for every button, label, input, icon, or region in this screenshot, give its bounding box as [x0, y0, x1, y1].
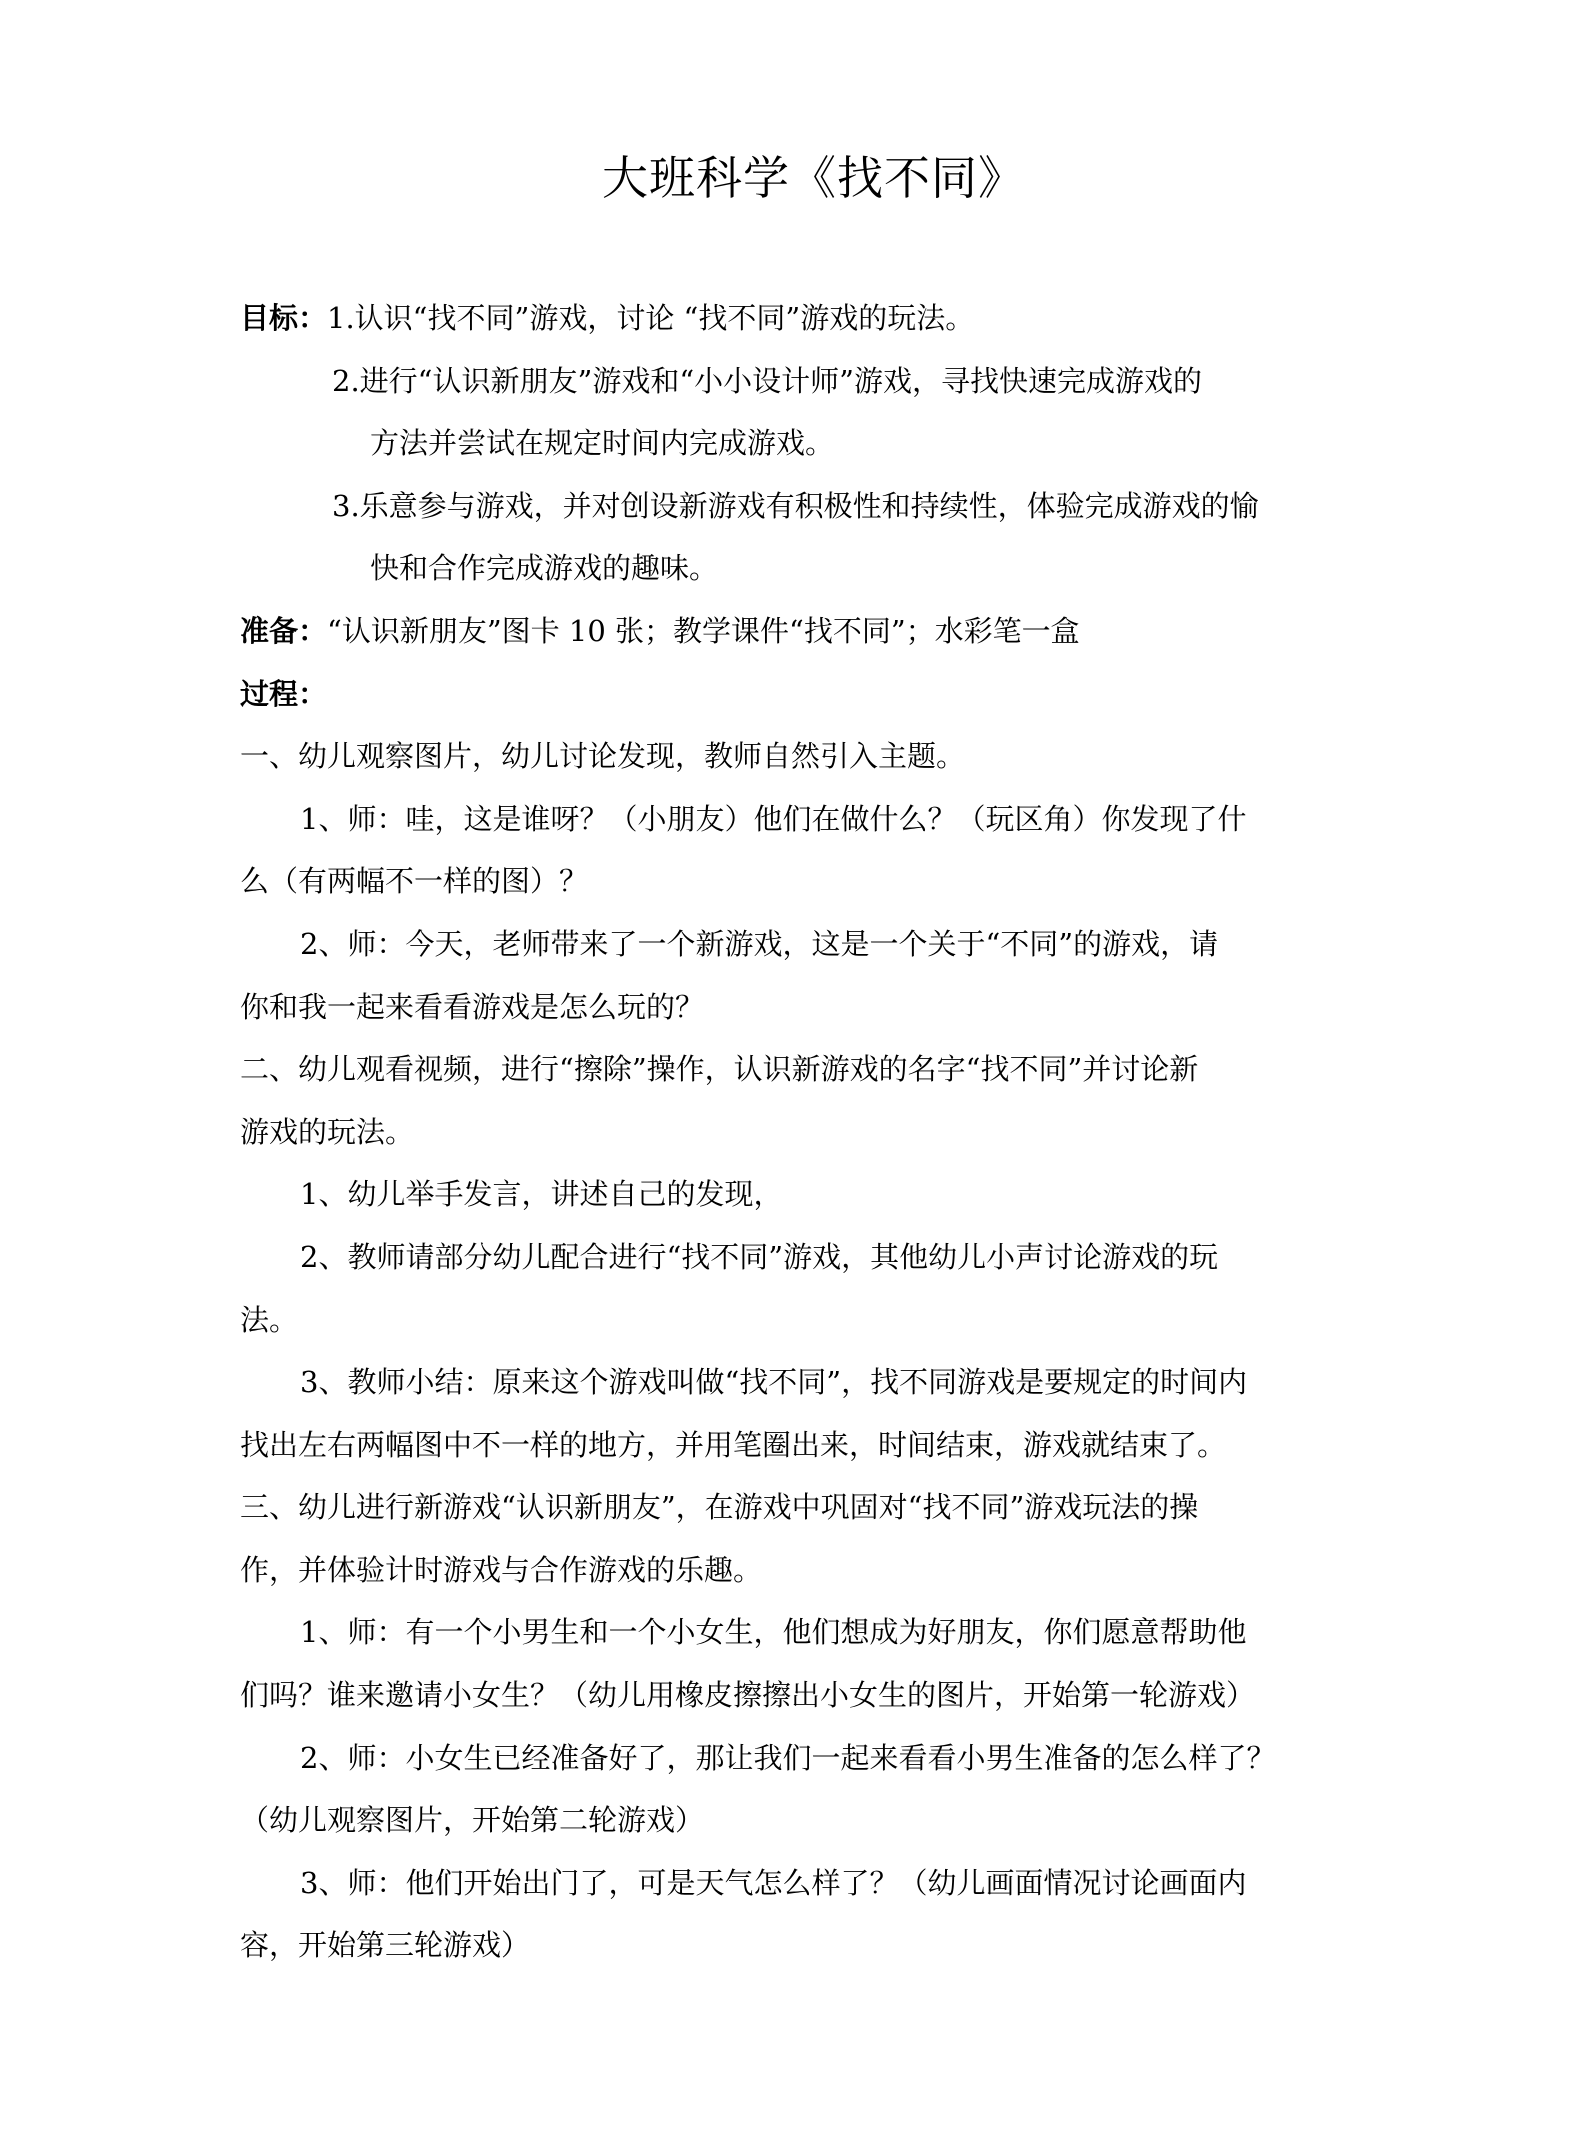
preparation-text: “认识新朋友”图卡 10 张；教学课件“找不同”；水彩笔一盒: [327, 613, 1080, 648]
section-3-step-1: 1、师：有一个小男生和一个小女生，他们想成为好朋友，你们愿意帮助他: [300, 1615, 1247, 1650]
section-1-step-1: 1、师：哇，这是谁呀？（小朋友）他们在做什么？（玩区角）你发现了什: [300, 801, 1247, 836]
preparation-label: 准备：: [240, 613, 328, 648]
section-3-step-3: 3、师：他们开始出门了，可是天气怎么样了？（幼儿画面情况讨论画面内: [300, 1865, 1247, 1900]
goal-line-2-cont: [240, 412, 1350, 475]
goals-label: 目标：: [240, 301, 328, 335]
section-3-step-3-cont: 容，开始第三轮游戏）: [240, 1928, 531, 1963]
document-body: [240, 287, 1350, 1977]
section-1-step-1-cont: 么（有两幅不一样的图）？: [240, 864, 589, 899]
goal-2-text: 2.进行“认识新朋友”游戏和“小小设计师”游戏，寻找快速完成游戏的: [332, 363, 1202, 398]
section-2-step-3: 3、教师小结：原来这个游戏叫做“找不同”，找不同游戏是要规定的时间内: [300, 1365, 1248, 1400]
section-3-heading-cont: 作，并体验计时游戏与合作游戏的乐趣。: [240, 1552, 763, 1587]
preparation-line: [240, 600, 1350, 663]
process-label: 过程：: [240, 676, 328, 711]
goal-line-3-cont: [240, 537, 1350, 600]
goal-line-2: [240, 350, 1350, 413]
process-line: [240, 663, 1350, 726]
goal-1-text: 1.认识“找不同”游戏，讨论 “找不同”游戏的玩法。: [327, 301, 975, 335]
section-1-step-2: 2、师：今天，老师带来了一个新游戏，这是一个关于“不同”的游戏，请: [300, 926, 1219, 961]
section-2-step-1: 1、幼儿举手发言，讲述自己的发现，: [300, 1177, 783, 1212]
goal-2-text-cont: 方法并尝试在规定时间内完成游戏。: [370, 426, 835, 461]
section-3-step-2: 2、师：小女生已经准备好了，那让我们一起来看看小男生准备的怎么样了？: [300, 1740, 1276, 1775]
section-1-heading: 一、幼儿观察图片，幼儿讨论发现，教师自然引入主题。: [240, 739, 966, 774]
section-3-step-2-cont: （幼儿观察图片，开始第二轮游戏）: [240, 1803, 705, 1838]
section-1-step-2-cont: 你和我一起来看看游戏是怎么玩的？: [240, 989, 705, 1024]
section-2-heading: 二、幼儿观看视频，进行“擦除”操作，认识新游戏的名字“找不同”并讨论新: [240, 1052, 1199, 1087]
section-2-step-3-cont: 找出左右两幅图中不一样的地方，并用笔圈出来，时间结束，游戏就结束了。: [240, 1427, 1227, 1462]
section-3-step-1-cont: 们吗？谁来邀请小女生？（幼儿用橡皮擦擦出小女生的图片，开始第一轮游戏）: [240, 1678, 1256, 1713]
section-2-heading-cont: 游戏的玩法。: [240, 1114, 415, 1149]
goal-line-1: [240, 287, 1350, 350]
section-2-step-2: 2、教师请部分幼儿配合进行“找不同”游戏，其他幼儿小声讨论游戏的玩: [300, 1239, 1219, 1274]
goal-3-text: 3.乐意参与游戏，并对创设新游戏有积极性和持续性，体验完成游戏的愉: [332, 488, 1259, 523]
document-title: 大班科学《找不同》: [602, 151, 1025, 205]
goal-3-text-cont: 快和合作完成游戏的趣味。: [370, 551, 719, 586]
section-3-heading: 三、幼儿进行新游戏“认识新朋友”，在游戏中巩固对“找不同”游戏玩法的操: [240, 1490, 1199, 1525]
section-2-step-2-cont: 法。: [240, 1302, 299, 1337]
goal-line-3: [240, 475, 1350, 538]
